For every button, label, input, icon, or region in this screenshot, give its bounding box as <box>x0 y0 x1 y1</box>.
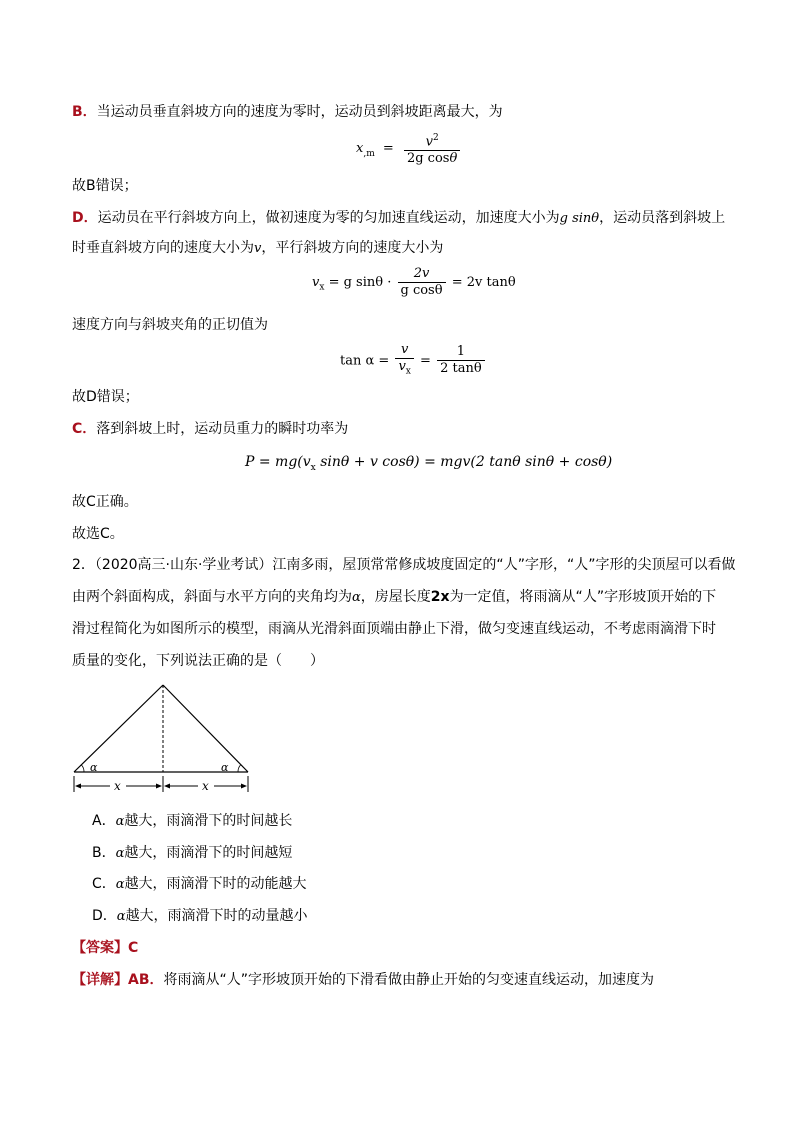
line-c-right: 故C正确。 <box>72 494 138 510</box>
formula4-paren1: (v <box>297 454 311 470</box>
option-label-b: B． <box>72 104 97 120</box>
detail-label: 【详解】 <box>72 972 128 988</box>
formula3-num1: v <box>395 342 413 359</box>
line-d-2-sym: v <box>254 241 262 256</box>
answer-value: C <box>128 940 139 956</box>
formula4-paren1-sub: x <box>310 462 316 473</box>
option-label-c: C． <box>72 421 97 437</box>
option-b[interactable] <box>92 843 292 864</box>
option-d[interactable] <box>92 906 308 927</box>
line-d-1-text-a: 运动员在平行斜坡方向上，做初速度为零的匀加速直线运动，加速度大小为 <box>97 210 560 226</box>
formula2-rhs: = 2v tanθ <box>451 275 516 290</box>
q2-line-2-alpha: α <box>352 590 361 605</box>
formula3-den2: 2 tanθ <box>440 361 482 377</box>
option-a-alpha: α <box>115 814 125 829</box>
line-d-1 <box>72 208 725 229</box>
formula3-num2: 1 <box>437 344 485 361</box>
formula4-paren1-rest: sinθ + v cosθ) = mgv <box>315 454 471 470</box>
option-c-text: 越大，雨滴滑下时的动能越大 <box>124 876 307 892</box>
detail-sub: AB． <box>128 972 164 988</box>
option-b-alpha: α <box>115 846 125 861</box>
line-b-text: 当运动员垂直斜坡方向的速度为零时，运动员到斜坡距离最大，为 <box>96 104 503 120</box>
angle-arc-right <box>238 765 241 772</box>
option-b-label: B． <box>92 845 116 861</box>
line-d-2-text-a: 时垂直斜坡方向的速度大小为 <box>72 240 254 256</box>
formula-tan-alpha <box>340 342 487 380</box>
answer-line <box>72 938 138 958</box>
answer-label: 【答案】 <box>72 940 128 956</box>
formula1-lhs-sub: m <box>366 148 375 159</box>
formula4-paren2: (2 tanθ sinθ + cosθ) <box>470 454 613 470</box>
formula3-fraction-1 <box>395 342 413 380</box>
option-d-alpha: α <box>116 909 126 924</box>
arrow-left-2 <box>156 784 162 789</box>
q2-line-1: 2．（2020高三·山东·学业考试）江南多雨，屋顶常常修成坡度固定的“人”字形，“人”字形的尖顶屋可以看做 <box>72 557 736 573</box>
option-c[interactable] <box>92 874 307 895</box>
roof-right-slope <box>163 685 248 772</box>
q2-line-2-2x: 2x <box>430 589 450 605</box>
detail-text: 将雨滴从“人”字形坡顶开始的下滑看做由静止开始的匀变速直线运动，加速度为 <box>163 972 655 988</box>
option-a[interactable] <box>92 811 292 832</box>
formula-parallel-velocity <box>312 266 516 299</box>
x-right-label: x <box>202 779 209 793</box>
alpha-right-label: α <box>221 761 229 774</box>
arrow-right-2 <box>241 784 247 789</box>
formula1-num: v <box>425 134 433 150</box>
formula2-den: g cosθ <box>400 283 443 298</box>
arrow-right-1 <box>164 784 170 789</box>
roof-left-slope <box>74 685 163 772</box>
formula3-fraction-2 <box>437 344 485 377</box>
line-b <box>72 102 503 122</box>
formula1-lhs: x <box>356 141 364 157</box>
x-left-label: x <box>114 779 121 793</box>
formula1-fraction <box>404 130 460 167</box>
formula3-den1: v <box>398 359 406 374</box>
line-d-2-text-b: ，平行斜坡方向的速度大小为 <box>261 240 444 256</box>
option-d-label: D． <box>92 908 117 924</box>
line-c <box>72 419 348 439</box>
formula4-text-a: P = mg <box>245 454 298 470</box>
option-a-label: A． <box>92 813 116 829</box>
formula2-lhs-sub: x <box>319 282 325 293</box>
line-d-2 <box>72 238 443 259</box>
line-d-wrong: 故D错误； <box>72 389 139 405</box>
angle-arc-left <box>82 765 85 772</box>
line-tan: 速度方向与斜坡夹角的正切值为 <box>72 317 268 333</box>
formula2-lhs: v <box>312 275 320 290</box>
line-d-1-text-b: ，运动员落到斜坡上 <box>599 210 726 226</box>
formula-max-distance: $x_{,m}$ = $\frac{v^2}{\text{2g cosθ}}$ <box>356 130 462 167</box>
formula2-num: 2v <box>398 266 446 283</box>
arrow-left-1 <box>75 784 81 789</box>
option-b-text: 越大，雨滴滑下的时间越短 <box>124 845 293 861</box>
detail-line <box>72 970 654 990</box>
line-b-wrong: 故B错误； <box>72 178 138 194</box>
line-choose: 故选C。 <box>72 526 124 542</box>
q2-line-3: 滑过程简化为如图所示的模型，雨滴从光滑斜面顶端由静止下滑，做匀变速直线运动，不考虑雨滴滑下时 <box>72 621 716 637</box>
option-c-alpha: α <box>115 877 125 892</box>
q2-line-2-a: 由两个斜面构成，斜面与水平方向的夹角均为 <box>72 589 352 605</box>
q2-line-2-c: 为一定值，将雨滴从“人”字形坡顶开始的下 <box>449 589 717 605</box>
formula1-num-sup: 2 <box>432 133 439 143</box>
roof-diagram <box>70 682 252 797</box>
formula3-eq: = <box>420 353 431 369</box>
q2-line-2 <box>72 587 716 608</box>
formula1-den: 2g cos <box>406 151 450 167</box>
option-c-label: C． <box>92 876 116 892</box>
formula3-den1-sub: x <box>405 366 411 377</box>
formula2-mid: = g sinθ · <box>328 275 392 290</box>
formula1-den-theta: θ <box>449 151 458 167</box>
q2-line-4: 质量的变化，下列说法正确的是（ ） <box>72 653 324 669</box>
option-a-text: 越大，雨滴滑下的时间越长 <box>124 813 293 829</box>
line-d-1-sym: g sinθ <box>559 211 600 226</box>
formula2-fraction <box>398 266 446 299</box>
option-label-d: D． <box>72 210 98 226</box>
alpha-left-label: α <box>90 761 98 774</box>
option-d-text: 越大，雨滴滑下时的动量越小 <box>125 908 308 924</box>
line-c-text: 落到斜坡上时，运动员重力的瞬时功率为 <box>96 421 349 437</box>
formula-power <box>245 454 612 473</box>
formula3-lhs: tan α = <box>340 353 390 369</box>
q2-line-2-b: ，房屋长度 <box>360 589 431 605</box>
